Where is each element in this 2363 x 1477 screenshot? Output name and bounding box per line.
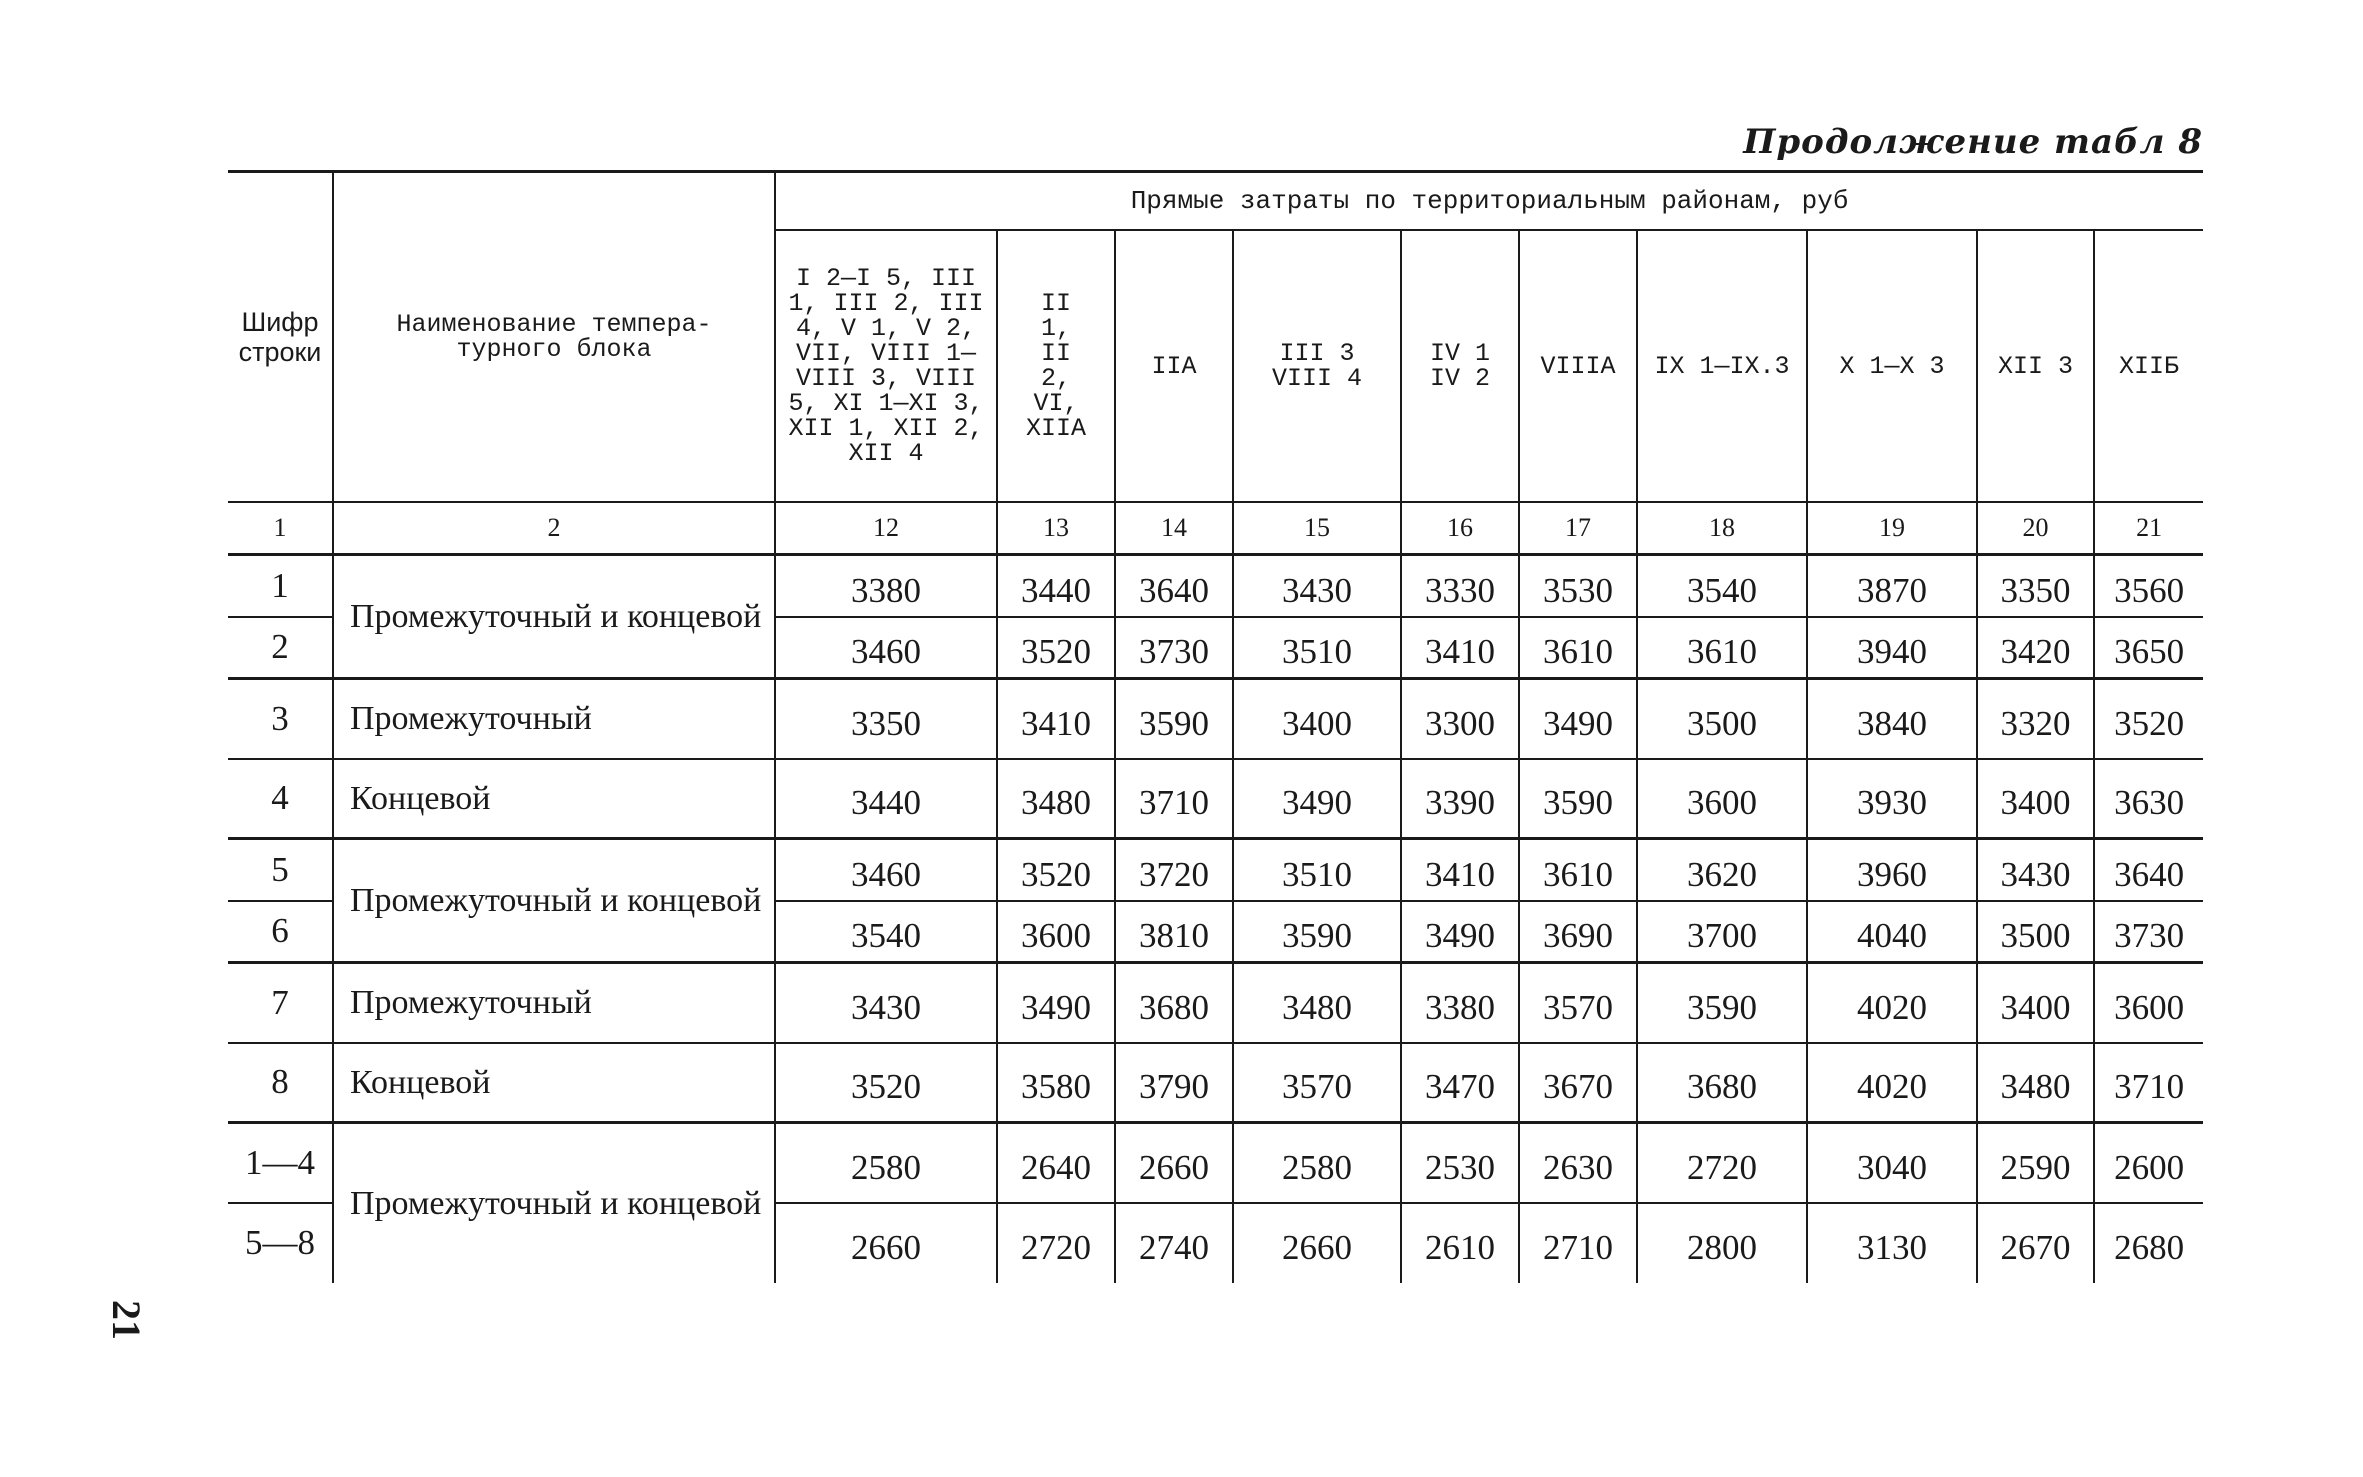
cost-cell: 3350 bbox=[1977, 555, 2094, 617]
cost-cell: 3470 bbox=[1401, 1043, 1519, 1123]
cost-cell: 2660 bbox=[1115, 1123, 1233, 1203]
cost-cell: 3490 bbox=[1519, 679, 1637, 759]
cost-cell: 2720 bbox=[997, 1203, 1115, 1283]
cost-cell: 3430 bbox=[775, 963, 997, 1043]
cost-cell: 3040 bbox=[1807, 1123, 1977, 1203]
cost-cell: 3480 bbox=[1977, 1043, 2094, 1123]
cost-cell: 3790 bbox=[1115, 1043, 1233, 1123]
table-row bbox=[228, 839, 2203, 901]
column-number: 17 bbox=[1519, 502, 1637, 555]
cost-cell: 3610 bbox=[1519, 839, 1637, 901]
cost-cell: 3600 bbox=[1637, 759, 1807, 839]
cost-cell: 3510 bbox=[1233, 617, 1401, 679]
header-code: Шифр строки bbox=[228, 172, 333, 503]
cost-cell: 3400 bbox=[1977, 759, 2094, 839]
row-block-name: Промежуточный bbox=[333, 963, 775, 1043]
cost-cell: 3410 bbox=[1401, 839, 1519, 901]
cost-cell: 3400 bbox=[1233, 679, 1401, 759]
region-header: VIIIA bbox=[1519, 230, 1637, 502]
cost-cell: 2680 bbox=[2094, 1203, 2203, 1283]
cost-cell: 4020 bbox=[1807, 963, 1977, 1043]
cost-cell: 2580 bbox=[1233, 1123, 1401, 1203]
row-code: 7 bbox=[228, 963, 333, 1043]
cost-cell: 3580 bbox=[997, 1043, 1115, 1123]
cost-cell: 3730 bbox=[1115, 617, 1233, 679]
row-code: 1 bbox=[228, 555, 333, 617]
cost-cell: 2660 bbox=[1233, 1203, 1401, 1283]
row-code: 3 bbox=[228, 679, 333, 759]
header-group: Прямые затраты по территориальным районам, руб bbox=[775, 172, 2203, 231]
cost-cell: 3480 bbox=[997, 759, 1115, 839]
cost-cell: 3700 bbox=[1637, 901, 1807, 963]
cost-cell: 2640 bbox=[997, 1123, 1115, 1203]
cost-cell: 3520 bbox=[997, 617, 1115, 679]
cost-cell: 3440 bbox=[997, 555, 1115, 617]
region-header: IV 1 IV 2 bbox=[1401, 230, 1519, 502]
cost-cell: 3600 bbox=[997, 901, 1115, 963]
row-code: 5—8 bbox=[245, 1223, 315, 1262]
cost-cell: 3490 bbox=[997, 963, 1115, 1043]
table-body bbox=[228, 555, 2203, 1283]
table-row bbox=[228, 679, 2203, 759]
cost-cell: 2630 bbox=[1519, 1123, 1637, 1203]
cost-cell: 3960 bbox=[1807, 839, 1977, 901]
page-number: 21 bbox=[104, 1300, 149, 1340]
cost-cell: 3640 bbox=[2094, 839, 2203, 901]
cost-cell: 2710 bbox=[1519, 1203, 1637, 1283]
cost-cell: 3490 bbox=[1401, 901, 1519, 963]
column-number: 2 bbox=[333, 502, 775, 555]
region-header: III 3 VIII 4 bbox=[1233, 230, 1401, 502]
cost-cell: 3730 bbox=[2094, 901, 2203, 963]
cost-cell: 2660 bbox=[775, 1203, 997, 1283]
column-number: 16 bbox=[1401, 502, 1519, 555]
cost-cell: 3610 bbox=[1637, 617, 1807, 679]
cost-cell: 3630 bbox=[2094, 759, 2203, 839]
cost-cell: 3590 bbox=[1233, 901, 1401, 963]
region-header: IIA bbox=[1115, 230, 1233, 502]
table-row bbox=[228, 1043, 2203, 1123]
cost-cell: 4040 bbox=[1807, 901, 1977, 963]
cost-cell: 2600 bbox=[2094, 1123, 2203, 1203]
cost-cell: 3840 bbox=[1807, 679, 1977, 759]
cost-cell: 3680 bbox=[1115, 963, 1233, 1043]
cost-cell: 3560 bbox=[2094, 555, 2203, 617]
cost-cell: 3810 bbox=[1115, 901, 1233, 963]
cost-cell: 2580 bbox=[775, 1123, 997, 1203]
cost-cell: 2670 bbox=[1977, 1203, 2094, 1283]
row-code: 1—4 bbox=[228, 1123, 333, 1203]
cost-cell: 3670 bbox=[1519, 1043, 1637, 1123]
table-caption: Продолжение табл 8 bbox=[1743, 122, 2203, 162]
cost-cell: 3430 bbox=[1233, 555, 1401, 617]
cost-table bbox=[228, 170, 2203, 1283]
cost-cell: 3610 bbox=[1519, 617, 1637, 679]
cost-cell: 3570 bbox=[1233, 1043, 1401, 1123]
cost-cell: 2740 bbox=[1115, 1203, 1233, 1283]
cost-cell: 3590 bbox=[1519, 759, 1637, 839]
region-header: I 2—I 5, III 1, III 2, III 4, V 1, V 2, VII, VIII 1—VIII 3, VIII 5, XI 1—XI 3, XII 1, XII 2, XII 4 bbox=[775, 230, 997, 502]
column-number: 12 bbox=[775, 502, 997, 555]
row-block-name: Промежуточный и концевой bbox=[333, 839, 775, 963]
cost-cell: 3620 bbox=[1637, 839, 1807, 901]
cost-cell: 4020 bbox=[1807, 1043, 1977, 1123]
region-header: XII 3 bbox=[1977, 230, 2094, 502]
column-number: 19 bbox=[1807, 502, 1977, 555]
cost-cell: 3710 bbox=[2094, 1043, 2203, 1123]
region-header: IX 1—IX.3 bbox=[1637, 230, 1807, 502]
row-block-name: Промежуточный и концевой bbox=[333, 555, 775, 679]
cost-cell: 3640 bbox=[1115, 555, 1233, 617]
cost-cell: 2720 bbox=[1637, 1123, 1807, 1203]
row-code: 8 bbox=[228, 1043, 333, 1123]
cost-cell: 2590 bbox=[1977, 1123, 2094, 1203]
region-header: II 1, II 2, VI, XIIA bbox=[997, 230, 1115, 502]
cost-cell: 3540 bbox=[775, 901, 997, 963]
column-number: 1 bbox=[228, 502, 333, 555]
cost-cell: 3520 bbox=[997, 839, 1115, 901]
table-row bbox=[228, 759, 2203, 839]
cost-cell: 2530 bbox=[1401, 1123, 1519, 1203]
column-number: 14 bbox=[1115, 502, 1233, 555]
cost-cell: 3410 bbox=[997, 679, 1115, 759]
cost-cell: 3870 bbox=[1807, 555, 1977, 617]
cost-cell: 3520 bbox=[775, 1043, 997, 1123]
column-number: 15 bbox=[1233, 502, 1401, 555]
cost-cell: 3410 bbox=[1401, 617, 1519, 679]
table-row bbox=[228, 555, 2203, 617]
region-header: XIIБ bbox=[2094, 230, 2203, 502]
cost-cell: 3710 bbox=[1115, 759, 1233, 839]
cost-cell: 3490 bbox=[1233, 759, 1401, 839]
cost-cell: 3540 bbox=[1637, 555, 1807, 617]
row-code: 5 bbox=[228, 839, 333, 901]
cost-cell: 3590 bbox=[1115, 679, 1233, 759]
cost-cell: 3500 bbox=[1977, 901, 2094, 963]
row-code: 2 bbox=[228, 617, 333, 679]
column-number: 21 bbox=[2094, 502, 2203, 555]
cost-cell: 3590 bbox=[1637, 963, 1807, 1043]
row-code: 6 bbox=[228, 901, 333, 963]
cost-cell: 3130 bbox=[1807, 1203, 1977, 1283]
row-block-name: Промежуточный и концевой bbox=[333, 1123, 775, 1283]
cost-cell: 3320 bbox=[1977, 679, 2094, 759]
table-row bbox=[228, 1123, 2203, 1203]
cost-cell: 3930 bbox=[1807, 759, 1977, 839]
column-number: 13 bbox=[997, 502, 1115, 555]
column-number: 18 bbox=[1637, 502, 1807, 555]
header-name: Наименование темпера- турного блока bbox=[333, 172, 775, 503]
cost-cell: 3500 bbox=[1637, 679, 1807, 759]
row-block-name: Концевой bbox=[333, 1043, 775, 1123]
cost-cell: 3510 bbox=[1233, 839, 1401, 901]
cost-cell: 3380 bbox=[1401, 963, 1519, 1043]
cost-cell: 3390 bbox=[1401, 759, 1519, 839]
cost-cell: 3480 bbox=[1233, 963, 1401, 1043]
cost-cell: 3940 bbox=[1807, 617, 1977, 679]
cost-cell: 3420 bbox=[1977, 617, 2094, 679]
column-number: 20 bbox=[1977, 502, 2094, 555]
cost-cell: 3400 bbox=[1977, 963, 2094, 1043]
cost-cell: 3350 bbox=[775, 679, 997, 759]
cost-cell: 3530 bbox=[1519, 555, 1637, 617]
cost-cell: 3570 bbox=[1519, 963, 1637, 1043]
row-block-name: Промежуточный bbox=[333, 679, 775, 759]
cost-cell: 3460 bbox=[775, 617, 997, 679]
row-block-name: Концевой bbox=[333, 759, 775, 839]
table-row bbox=[228, 963, 2203, 1043]
cost-cell: 3300 bbox=[1401, 679, 1519, 759]
cost-cell: 3600 bbox=[2094, 963, 2203, 1043]
cost-cell: 3650 bbox=[2094, 617, 2203, 679]
cost-cell: 2610 bbox=[1401, 1203, 1519, 1283]
cost-cell: 3520 bbox=[2094, 679, 2203, 759]
cost-cell: 3680 bbox=[1637, 1043, 1807, 1123]
cost-cell: 2800 bbox=[1637, 1203, 1807, 1283]
row-code: 4 bbox=[228, 759, 333, 839]
cost-cell: 3380 bbox=[775, 555, 997, 617]
cost-cell: 3690 bbox=[1519, 901, 1637, 963]
cost-cell: 3460 bbox=[775, 839, 997, 901]
region-header: X 1—X 3 bbox=[1807, 230, 1977, 502]
cost-cell: 3330 bbox=[1401, 555, 1519, 617]
cost-cell: 3430 bbox=[1977, 839, 2094, 901]
cost-cell: 3720 bbox=[1115, 839, 1233, 901]
cost-cell: 3440 bbox=[775, 759, 997, 839]
